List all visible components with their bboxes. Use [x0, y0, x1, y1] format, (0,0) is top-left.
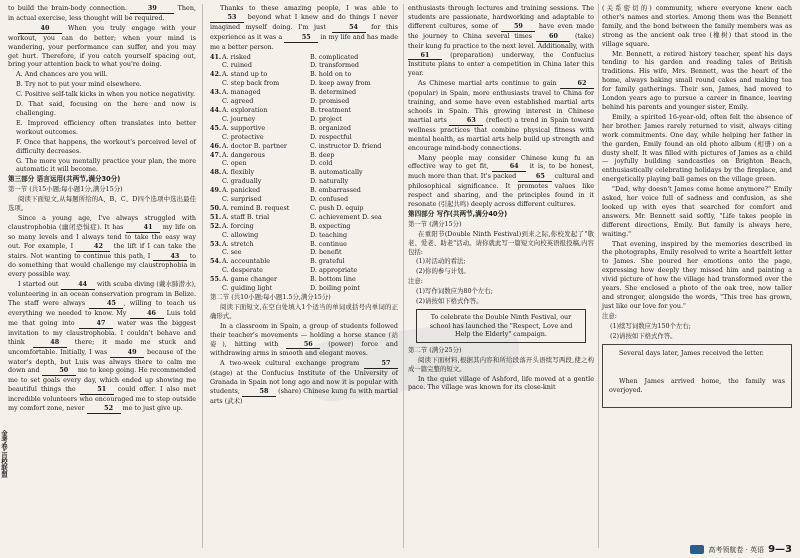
option-left[interactable]: A. managed	[222, 88, 261, 97]
question-number	[210, 231, 222, 240]
option: A. And chances are you will.	[16, 70, 108, 79]
blank-44[interactable]: 44	[61, 280, 95, 290]
question-option-row	[210, 186, 398, 195]
question-option-row	[210, 266, 398, 275]
option-left[interactable]: C. guiding light	[222, 284, 273, 293]
paragraph: Mr. Bennett, a retired history teacher, spent his days tending to his garden and reading tales of British traditions. His wife, Mrs. Bennett, was the heart of the home, always baking small round cakes and making tea for family gatherings. Their son, James, had moved to London years ago to pursue a career in finance, leaving behind his parents and younger sister, Emily.	[602, 49, 792, 111]
option: F. Once that happens, the workout's perceived level of difficulty decreases.	[16, 137, 196, 155]
option-left[interactable]: A. game changer	[222, 275, 278, 284]
question-option-row	[210, 213, 398, 222]
question-number: 48.	[210, 168, 222, 177]
blank-47[interactable]: 47	[79, 319, 113, 329]
option-right[interactable]: D. appropriate	[310, 266, 358, 275]
question-option-row	[210, 231, 398, 240]
option-right[interactable]: D. boiling point	[310, 284, 360, 293]
option-right[interactable]: D. teaching	[310, 230, 348, 239]
prompt-item: (2)你的参与计划。	[416, 267, 470, 276]
option-left[interactable]: C. journey	[222, 114, 256, 123]
option-left[interactable]: C. desperate	[222, 266, 263, 275]
option: C. Positive self-talk kicks in when you notice negativity.	[16, 90, 196, 99]
column-3	[408, 4, 594, 393]
blank-52[interactable]: 52	[87, 404, 121, 414]
option-right[interactable]: D. keep away from	[310, 79, 371, 88]
blank-40[interactable]: 40	[18, 24, 62, 34]
paragraph: In a classroom in Spain, a group of students followed their teacher's movements — holding a horse stance (站姿), hitting with 56 (power) force and withdrawing arms in smooth and elegant moves.	[210, 321, 398, 358]
option-right[interactable]: D. promised	[310, 97, 350, 106]
blank-54[interactable]: 54	[332, 23, 366, 33]
column-divider	[202, 4, 203, 548]
question-number: 45.	[210, 123, 222, 132]
option-right[interactable]: D. transformed	[310, 61, 359, 70]
option-left[interactable]: A. exploration	[222, 105, 268, 114]
question-option-row	[210, 70, 398, 79]
question-option-row	[210, 142, 398, 151]
question-number: 50.	[210, 203, 222, 212]
option-left[interactable]: A. staff B. trial	[222, 212, 270, 221]
column-1	[8, 4, 196, 415]
question-number: 46.	[210, 141, 222, 150]
question-option-row	[210, 124, 398, 133]
blank-61[interactable]: 61	[408, 51, 442, 61]
option: B. Try not to put your mind elsewhere.	[16, 80, 142, 89]
question-number	[210, 159, 222, 168]
option-right[interactable]: B. embarrassed	[310, 186, 361, 195]
blank-42[interactable]: 42	[76, 242, 110, 252]
question-number: 49.	[210, 186, 222, 195]
note-item: (2)请按如下格式作答。	[416, 297, 483, 306]
question-number: 43.	[210, 88, 222, 97]
question-number: 41.	[210, 52, 222, 61]
option-left[interactable]: C. gradually	[222, 177, 262, 186]
note-item: (2)请按如下格式作答。	[610, 331, 677, 340]
blank-57[interactable]: 57	[364, 359, 398, 369]
question-number: 52.	[210, 221, 222, 230]
blank-45[interactable]: 45	[89, 299, 123, 309]
option-left[interactable]: C. protective	[222, 132, 264, 141]
question-option-row	[210, 151, 398, 160]
blank-53[interactable]: 53	[210, 13, 244, 23]
publisher-logo-icon	[690, 545, 704, 554]
question-number	[210, 284, 222, 293]
prompt-item: (1)对活动的看法;	[416, 257, 466, 266]
part-heading: 第三部分 语言运用(共两节,满分30分)	[8, 175, 121, 184]
option-right[interactable]: B. bottom line	[310, 275, 356, 284]
question-option-row	[210, 248, 398, 257]
paragraph: A two-week cultural exchange program 57 (stage) at the Confucius Institute of the University of Granada in Spain not long ago and now it is popular with students, 58 (share) Chinese kung fu with martial arts (武术)	[210, 359, 398, 405]
section-heading: 第二节 (共10小题;每小题1.5分,满分15分)	[210, 293, 331, 301]
question-option-row	[210, 159, 398, 168]
option-left[interactable]: A. forcing	[222, 221, 254, 230]
option-right[interactable]: B. determined	[310, 88, 357, 97]
continuation-start-1: Several days later, James received the letter.	[619, 348, 764, 357]
section-heading: 第二节 (满分25分)	[408, 345, 462, 354]
question-number	[210, 97, 222, 106]
option-right[interactable]: D. confused	[310, 195, 349, 204]
blank-56[interactable]: 56	[286, 340, 320, 350]
question-number	[210, 266, 222, 275]
paragraph: Many people may consider Chinese kung fu an effective way to get fit, 64 it is, to be honest, much more than that. It's packed 65 cultural and philosophical significance. It promotes values like respect and sharing, and the principles found in it resonate (引起共鸣) deeply across different cultures.	[408, 153, 594, 209]
paragraph: "Dad, why doesn't James come home anymore?" Emily asked, her voice full of sadness and confusion, as she looked up with eyes that searched for comfort and answers. Mr. Bennett said softly, "Life takes people in different directions, Emily. But family is always here, waiting."	[602, 185, 792, 238]
option-right[interactable]: B. complicated	[310, 52, 359, 61]
option: D. That said, focusing on the here and now is challenging.	[16, 100, 196, 117]
question-option-row	[210, 177, 398, 186]
blank-55[interactable]: 55	[284, 33, 318, 43]
option-right[interactable]: C. push D. equip	[310, 203, 364, 212]
option-right[interactable]: B. organized	[310, 123, 351, 132]
continuation-start-2: When James arrived home, the family was overjoyed.	[609, 377, 785, 395]
instruction: 阅读下面短文,从每题所给的A、B、C、D四个选项中选出最佳选项。	[8, 195, 196, 213]
option: G. The more you mentally practice your plan, the more automatic it will become.	[16, 156, 196, 174]
question-option-row	[210, 106, 398, 115]
continuation-box[interactable]	[602, 344, 792, 408]
option-left[interactable]: C. step back from	[222, 79, 280, 88]
question-option-row	[210, 222, 398, 231]
seal-line-text	[1, 170, 8, 261]
option-left[interactable]: C. surprised	[222, 195, 262, 204]
option-left[interactable]: A. stretch	[222, 239, 254, 248]
option-left[interactable]: A. dangerous	[222, 150, 265, 159]
options-list	[8, 70, 196, 174]
blank-41[interactable]: 41	[126, 223, 160, 233]
blank-64[interactable]: 64	[492, 162, 526, 172]
blank-65[interactable]: 65	[518, 172, 552, 182]
question-number	[210, 79, 222, 88]
option-left[interactable]: C. open	[222, 159, 247, 168]
question-number: 54.	[210, 257, 222, 266]
option-right[interactable]: D. benefit	[310, 248, 342, 257]
paragraph: That evening, inspired by the memories described in the photographs, Emily resolved to write a heartfelt letter to James. She poured her emotions onto the page, expressing how deeply they missed him and painting a vivid picture of how the village had transformed over the years. She enclosed a photo of the oak tree, now taller and stronger, alongside the words, "This tree has grown, just like our love for you."	[602, 239, 792, 310]
note-item: (1)续写词数应为150个左右;	[610, 321, 691, 330]
option-left[interactable]: C. see	[222, 248, 242, 257]
question-option-row	[210, 275, 398, 284]
question-option-row	[210, 61, 398, 70]
paragraph: enthusiasts through lectures and training sessions. The students are passionate, hardworking and adaptable to different cultures, some of 59 have even made the journey to China several times 60 (take) their kung fu practice to the next level. Additionally, with 61 (preparation) underway, the Confucius Institute plans to enter a competition in China later this year.	[408, 4, 594, 78]
option-right[interactable]: D. naturally	[310, 177, 349, 186]
question-option-row	[210, 115, 398, 124]
blank-50[interactable]: 50	[42, 366, 76, 376]
blank-lines	[609, 358, 785, 376]
blank-59[interactable]: 59	[501, 22, 535, 32]
question-number	[210, 195, 222, 204]
paragraph: (关系密切的) community, where everyone knew each other's names and stories. Among them was the Bennett family, and the bond between the family members was as strong as the ancient oak tree (橡树) that stood in the village square.	[602, 4, 792, 48]
writing-prompt: 在重阳节(Double Ninth Festival)到来之际,你校发起了"敬老、爱老、助老"活动。请你就此写一篇短文向校英语报投稿,内容包括:	[408, 229, 594, 256]
blank-63[interactable]: 63	[449, 116, 483, 126]
paragraph: Emily, a spirited 16-year-old, often felt the absence of her brother. James rarely returned to visit, always citing work commitments. One day, while helping her father in the garden, Emily found an old photo album (相册) on a dusty shelf. It was filled with pictures of James as a child — joyfully building sandcastles on Brighton Beach, enthusiastically celebrating holidays by the fireplace, and energetically playing ball games on the village green.	[602, 112, 792, 184]
paragraph: to build the brain-body connection. 39 Then, in actual exercise, less thought will be required.	[8, 4, 196, 22]
option-left[interactable]: C. agreed	[222, 97, 254, 106]
option-right[interactable]: B. expecting	[310, 221, 351, 230]
question-number	[210, 177, 222, 186]
instruction: 阅读下面材料,根据其内容和所给段落开头语续写两段,使之构成一篇完整的短文。	[408, 355, 594, 373]
paragraph: Since a young age, I've always struggled with claustrophobia (幽闭恐惧症). It has 41 my life on so many levels and I always tend to take the easy way out. For example, I 42 the lift if I can take the stairs. Not wanting to continue this path, I 43 to do something that would challenge my claustrophobia in every possible way.	[8, 213, 196, 279]
option-left[interactable]: C. allowing	[222, 230, 259, 239]
question-option-row	[210, 97, 398, 106]
question-option-row	[210, 53, 398, 62]
question-number	[210, 61, 222, 70]
option-left[interactable]: A. doctor B. partner	[222, 141, 287, 150]
note-label: 注意:	[602, 311, 617, 320]
paragraph: Thanks to these amazing people, I was able to 53 beyond what I knew and do things I never imagined myself doing. I'm just 54 for this experience as it was a 55 in my life and has made me a better person.	[210, 4, 398, 51]
option-right[interactable]: B. deep	[310, 150, 335, 159]
option-right[interactable]: D. respectful	[310, 132, 352, 141]
option-right[interactable]: B. continue	[310, 239, 347, 248]
blank-51[interactable]: 51	[80, 385, 114, 395]
blank-46[interactable]: 46	[130, 309, 164, 319]
option-right[interactable]: C. achievement D. sea	[310, 212, 382, 221]
paragraph: In the quiet village of Ashford, life moved at a gentle pace. The village was known for its close-knit	[408, 374, 594, 392]
question-number	[210, 133, 222, 142]
question-option-row	[210, 133, 398, 142]
option-left[interactable]: A. flexibly	[222, 168, 255, 177]
question-option-row	[210, 257, 398, 266]
question-number: 53.	[210, 239, 222, 248]
question-number: 47.	[210, 150, 222, 159]
question-option-row	[210, 240, 398, 249]
instruction: 阅读下面短文,在空白处填入1个适当的单词或括号内单词的正确形式。	[210, 302, 398, 320]
section-heading: 第一节 (共15小题;每小题1分,满分15分)	[8, 185, 123, 194]
blank-43[interactable]: 43	[153, 252, 187, 262]
option-left[interactable]: C. ruined	[222, 61, 252, 70]
option-left[interactable]: A. stand up to	[222, 70, 268, 79]
option: E. Improved efficiency often translates into better workout outcomes.	[16, 118, 196, 136]
option-right[interactable]: D. cold	[310, 159, 333, 168]
question-number	[210, 248, 222, 257]
note-item: (1)写作词数应为80个左右;	[416, 287, 493, 296]
column-2	[210, 4, 398, 407]
question-option-row	[210, 284, 398, 293]
option-left[interactable]: A. risked	[222, 52, 251, 61]
question-number: 42.	[210, 70, 222, 79]
option-right[interactable]: C. instructor D. friend	[310, 141, 382, 150]
option-right[interactable]: B. automatically	[310, 168, 363, 177]
option-right[interactable]: B. grateful	[310, 257, 345, 266]
paragraph: As Chinese martial arts continue to gain 62 (popular) in Spain, more enthusiasts travel to China for training, and some have even established martial arts schools in Spain. This growing interest in Chinese martial arts 63 (reflect) a trend in Spain toward wellness practices that combine physical fitness with mental health, as martial arts help build up strength and encourage mind-body connections.	[408, 79, 594, 152]
blank-49[interactable]: 49	[110, 348, 144, 358]
brand-label: 金考卷·百校联盟	[0, 430, 8, 478]
question-number	[210, 115, 222, 124]
question-option-row	[210, 168, 398, 177]
column-divider	[598, 4, 599, 548]
footer	[690, 544, 792, 555]
option-right[interactable]: B. treatment	[310, 105, 352, 114]
part-heading: 第四部分 写作(共两节,满分40分)	[408, 209, 508, 218]
section-heading: 第一节 (满分15分)	[408, 219, 462, 228]
option-right[interactable]: D. project	[310, 114, 342, 123]
question-option-row	[210, 88, 398, 97]
note-label: 注意:	[408, 277, 423, 286]
column-4	[602, 4, 792, 411]
option-left[interactable]: A. remind B. request	[222, 203, 290, 212]
option-left[interactable]: A. panicked	[222, 186, 261, 195]
question-option-row	[210, 79, 398, 88]
question-options	[210, 53, 398, 293]
paragraph: 40 When you truly engage with your workout, you can do better; when your mind is wandering, your performance can suffer, and you may get hurt. Therefore, if you catch yourself spacing out, bring your attention back to what you're doing.	[8, 23, 196, 69]
footer-label: 高考领航卷 · 英语	[708, 545, 765, 554]
option-left[interactable]: A. supportive	[222, 123, 266, 132]
writing-start-box: To celebrate the Double Ninth Festival, our school has launched the "Respect, Love and Help the Elderly" campaign.	[416, 309, 586, 343]
paragraph: I started out 44 with scuba diving (戴水肺潜水), volunteering in an ocean conservation program in Belize. The staff were always 45 , willing to teach us everything we needed to know. My 46 Luis told me that going into 47 water was the biggest invitation to my claustrophobia. I couldn't behave and think 48 there; it made me stuck and uncomfortable. Initially, I was 49 because of the water's depth, but Luis was always there to calm me down and 50 me to keep going. He recommended me to set goals every day, which ended up showing me beautiful things the 51 could offer. I also met incredible volunteers who encouraged me to step outside my comfort zone, never 52 me to just give up.	[8, 280, 196, 413]
blank-39[interactable]: 39	[130, 4, 174, 14]
question-number: 44.	[210, 105, 222, 114]
question-option-row	[210, 195, 398, 204]
option-left[interactable]: A. accountable	[222, 257, 271, 266]
column-divider	[403, 4, 404, 548]
question-number: 55.	[210, 275, 222, 284]
blank-62[interactable]: 62	[560, 79, 594, 89]
blank-48[interactable]: 48	[33, 338, 67, 348]
question-option-row	[210, 204, 398, 213]
blank-60[interactable]: 60	[536, 32, 570, 42]
page-number: 9—3	[768, 544, 792, 555]
blank-58[interactable]: 58	[242, 387, 276, 397]
question-number: 51.	[210, 212, 222, 221]
option-right[interactable]: B. hold on to	[310, 70, 352, 79]
